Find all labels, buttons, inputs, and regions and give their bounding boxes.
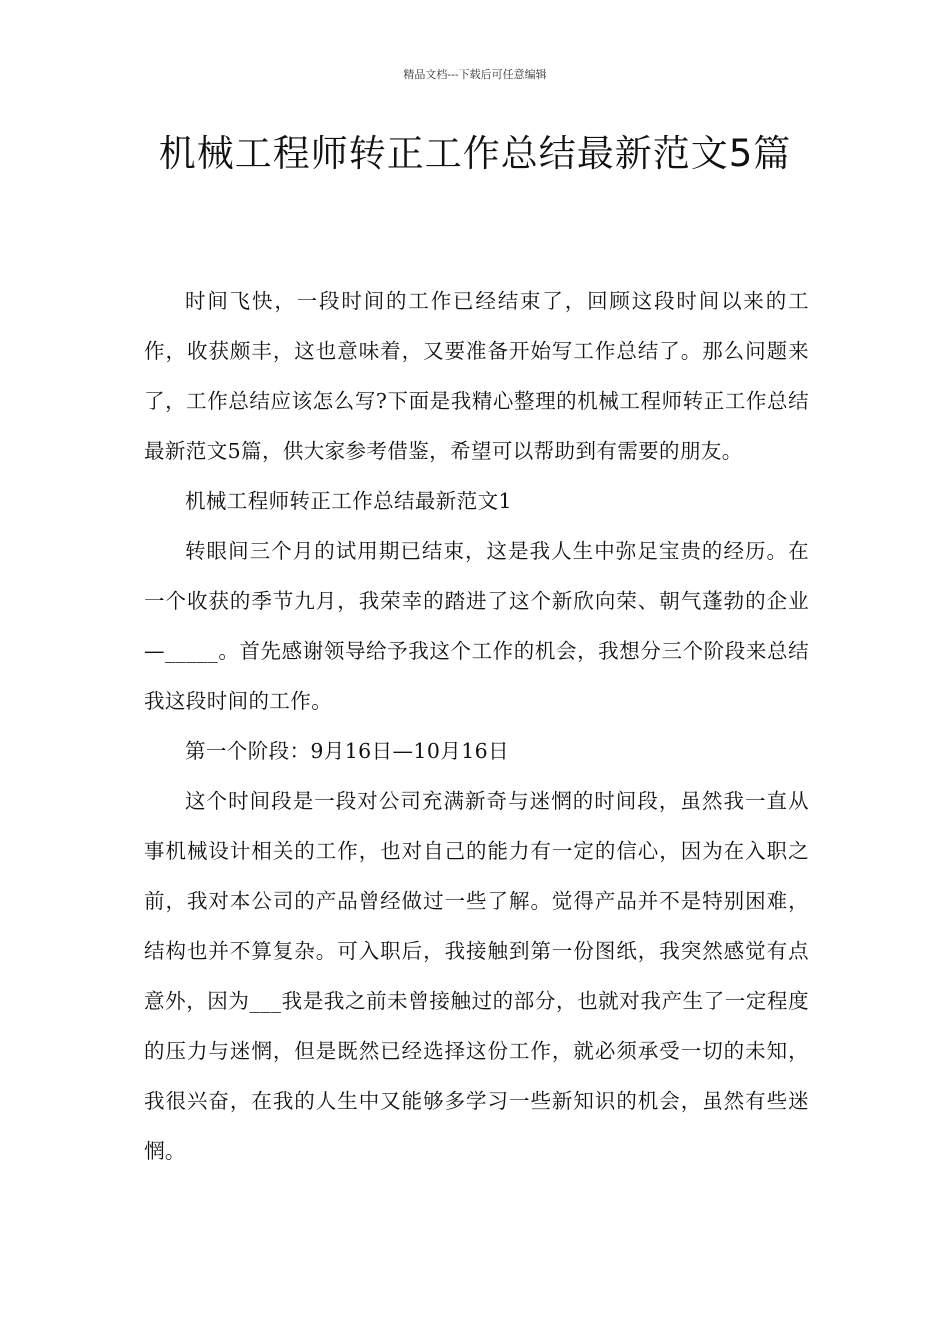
page-header: 精品文档---下载后可任意编辑 xyxy=(403,68,547,81)
body-paragraph: 转眼间三个月的试用期已结束，这是我人生中弥足宝贵的经历。在一个收获的季节九月，我荣幸的踏进了这个新欣向荣、朝气蓬勃的企业—_____。首先感谢领导给予我这个工作的机会，我想分三个阶段来总结我这段时间的工作。 xyxy=(144,539,809,713)
document-body xyxy=(144,276,809,1176)
body-paragraph: 这个时间段是一段对公司充满新奇与迷惘的时间段，虽然我一直从事机械设计相关的工作，也对自己的能力有一定的信心，因为在入职之前，我对本公司的产品曾经做过一些了解。觉得产品并不是特别困难，结构也并不算复杂。可入职后，我接触到第一份图纸，我突然感觉有点意外，因为___我是我之前未曾接触过的部分，也就对我产生了一定程度的压力与迷惘，但是既然已经选择这份工作，就必须承受一切的未知，我很兴奋，在我的人生中又能够多学习一些新知识的机会，虽然有些迷惘。 xyxy=(144,789,809,1163)
document-title: 机械工程师转正工作总结最新范文5篇 xyxy=(158,132,792,175)
intro-paragraph: 时间飞快，一段时间的工作已经结束了，回顾这段时间以来的工作，收获颇丰，这也意味着，又要准备开始写工作总结了。那么问题来了，工作总结应该怎么写?下面是我精心整理的机械工程师转正工作总结最新范文5篇，供大家参考借鉴，希望可以帮助到有需要的朋友。 xyxy=(144,289,809,463)
stage-heading: 第一个阶段：9月16日—10月16日 xyxy=(185,739,509,763)
section-heading: 机械工程师转正工作总结最新范文1 xyxy=(185,489,512,513)
